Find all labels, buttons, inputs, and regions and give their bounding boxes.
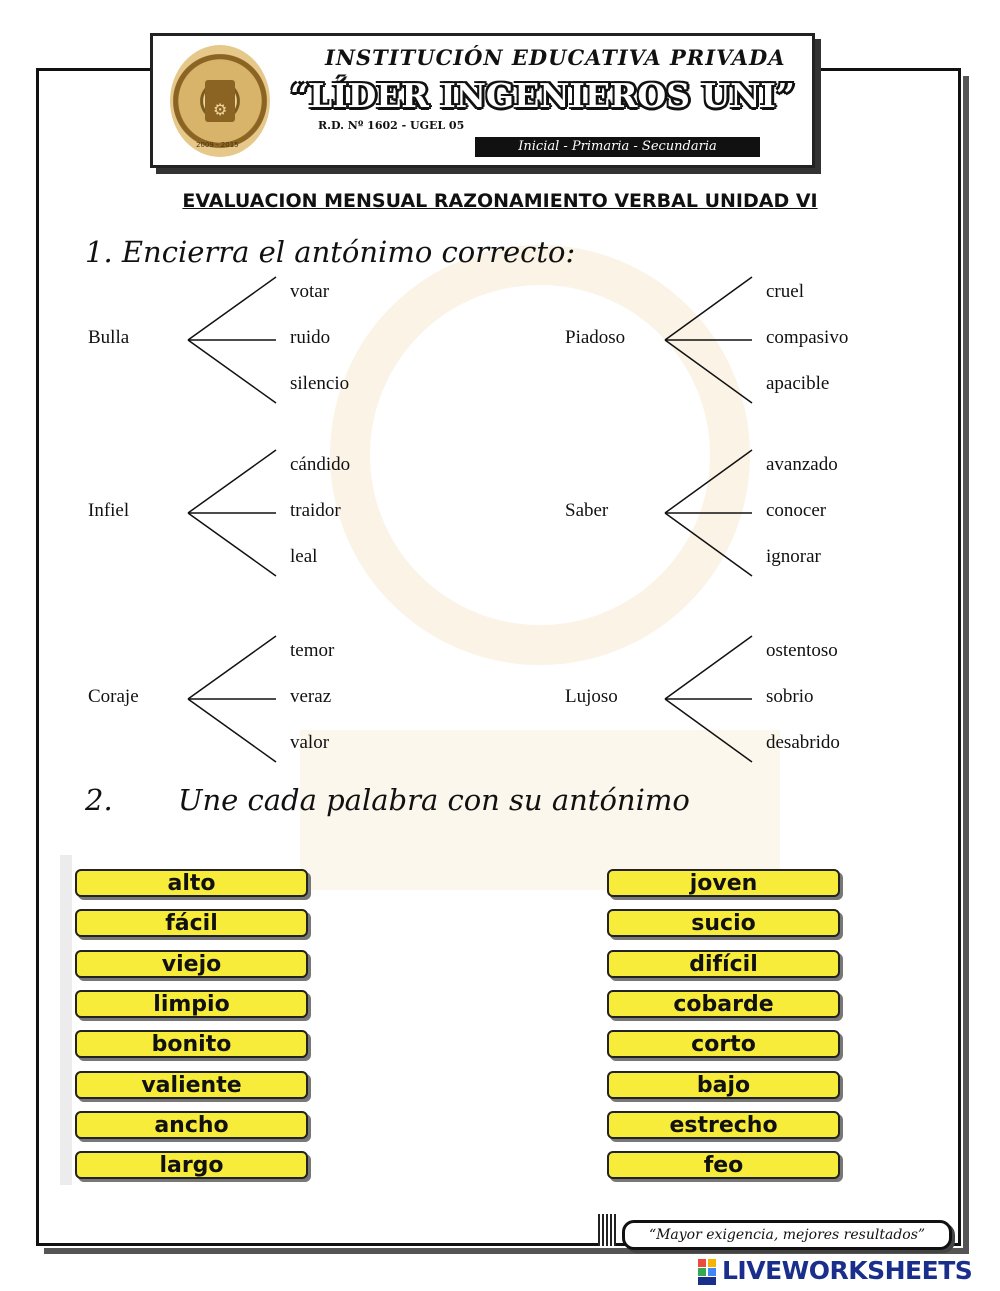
branch-line [665,699,752,762]
question-1-number: 1. [85,235,113,269]
left-word-box[interactable]: bonito [75,1030,308,1058]
antonym-option[interactable]: votar [290,281,330,302]
right-word-box[interactable]: sucio [607,909,840,937]
right-word-box[interactable]: feo [607,1151,840,1179]
levels-bar: Inicial - Primaria - Secundaria [475,137,760,157]
seal-years: 2009 - 2015 [196,141,239,149]
institution-label: INSTITUCIÓN EDUCATIVA PRIVADA [325,45,786,70]
left-word-box[interactable]: fácil [75,909,308,937]
left-column-shade [60,855,72,1185]
question-2-text: Une cada palabra con su antónimo [178,783,690,817]
antonym-option[interactable]: compasivo [766,327,849,348]
left-word-box[interactable]: viejo [75,950,308,978]
stem-word: Bulla [88,327,130,348]
stem-word: Coraje [88,686,139,707]
page-title: EVALUACION MENSUAL RAZONAMIENTO VERBAL UNIDAD VI [182,190,818,212]
stem-word: Lujoso [565,686,618,707]
branch-line [665,340,752,403]
antonym-option[interactable]: silencio [290,373,350,394]
left-word-box[interactable]: valiente [75,1071,308,1099]
branch-line [188,450,276,513]
antonym-option[interactable]: avanzado [766,454,838,475]
antonym-option[interactable]: cruel [766,281,804,302]
question-2-number: 2. [85,783,113,817]
antonym-option[interactable]: veraz [290,686,332,707]
branch-line [665,513,752,576]
branch-line [665,636,752,699]
left-word-box[interactable]: limpio [75,990,308,1018]
antonym-option[interactable]: traidor [290,500,341,521]
right-word-box[interactable]: estrecho [607,1111,840,1139]
branch-line [665,277,752,340]
liveworksheets-brand: LIVEWORKSHEETS [722,1256,973,1285]
antonym-option[interactable]: sobrio [766,686,814,707]
antonym-option[interactable]: ruido [290,327,331,348]
question-1-text: Encierra el antónimo correcto: [121,235,576,269]
right-word-box[interactable]: joven [607,869,840,897]
left-word-box[interactable]: alto [75,869,308,897]
antonym-option[interactable]: ostentoso [766,640,838,661]
stem-word: Piadoso [565,327,626,348]
antonym-option[interactable]: conocer [766,500,827,521]
stem-word: Saber [565,500,609,521]
antonym-option[interactable]: apacible [766,373,830,394]
branch-line [188,277,276,340]
liveworksheets-logo-icon [698,1259,716,1285]
registration-number: R.D. Nº 1602 - UGEL 05 [318,119,465,132]
antonym-option[interactable]: desabrido [766,732,840,753]
branch-line [188,340,276,403]
right-word-box[interactable]: cobarde [607,990,840,1018]
antonym-option[interactable]: temor [290,640,335,661]
antonym-option[interactable]: valor [290,732,330,753]
left-word-box[interactable]: ancho [75,1111,308,1139]
antonym-option[interactable]: leal [290,546,318,567]
seal-gear-icon: ⚙ [213,100,228,119]
motto-banner: “Mayor exigencia, mejores resultados” [622,1220,952,1250]
branch-line [188,636,276,699]
antonym-option[interactable]: cándido [290,454,351,475]
school-name: “LÍDER INGENIEROS UNI” [290,76,795,115]
stem-word: Infiel [88,500,130,521]
right-word-box[interactable]: corto [607,1030,840,1058]
antonym-option[interactable]: ignorar [766,546,821,567]
branch-line [188,699,276,762]
right-word-box[interactable]: bajo [607,1071,840,1099]
left-word-box[interactable]: largo [75,1151,308,1179]
branch-line [188,513,276,576]
branch-line [665,450,752,513]
motto-decoration [598,1214,616,1246]
right-word-box[interactable]: difícil [607,950,840,978]
